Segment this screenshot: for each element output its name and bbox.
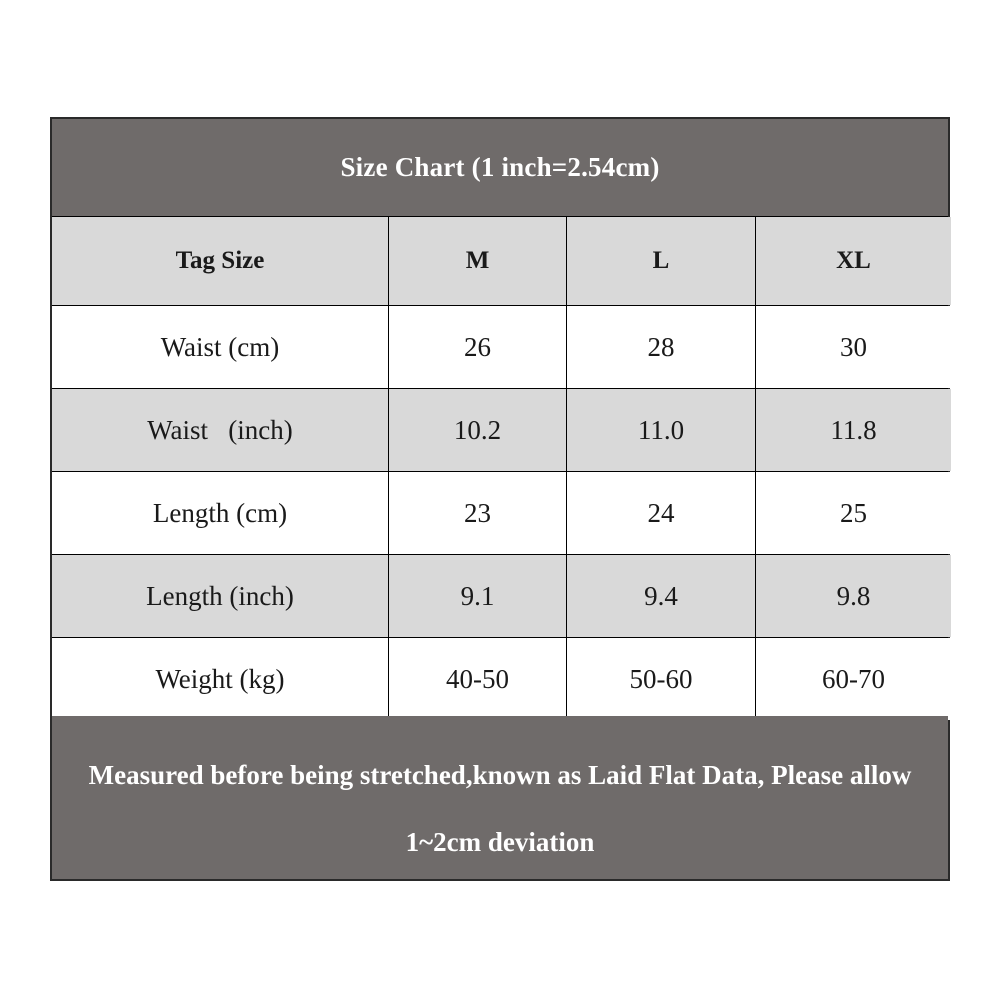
- row-label: Weight (kg): [52, 638, 388, 720]
- chart-title: Size Chart (1 inch=2.54cm): [52, 119, 948, 216]
- cell-value: 10.2: [389, 389, 566, 471]
- row-label: Length (cm): [52, 472, 388, 554]
- size-table: [52, 216, 948, 716]
- cell-value: 9.8: [756, 555, 951, 637]
- cell-value: 24: [567, 472, 755, 554]
- size-chart: [50, 117, 950, 881]
- measurement-note: Measured before being stretched,known as Laid Flat Data, Please allow 1~2cm deviation: [52, 716, 948, 879]
- header-size-l: L: [567, 217, 755, 305]
- row-label: Length (inch): [52, 555, 388, 637]
- cell-value: 23: [389, 472, 566, 554]
- cell-value: 11.8: [756, 389, 951, 471]
- cell-value: 9.1: [389, 555, 566, 637]
- header-size-m: M: [389, 217, 566, 305]
- cell-value: 28: [567, 306, 755, 388]
- cell-value: 40-50: [389, 638, 566, 720]
- header-tag-size: Tag Size: [52, 217, 388, 305]
- cell-value: 25: [756, 472, 951, 554]
- cell-value: 60-70: [756, 638, 951, 720]
- row-label: Waist (cm): [52, 306, 388, 388]
- row-label: Waist (inch): [52, 389, 388, 471]
- cell-value: 11.0: [567, 389, 755, 471]
- cell-value: 30: [756, 306, 951, 388]
- cell-value: 9.4: [567, 555, 755, 637]
- cell-value: 50-60: [567, 638, 755, 720]
- cell-value: 26: [389, 306, 566, 388]
- header-size-xl: XL: [756, 217, 951, 305]
